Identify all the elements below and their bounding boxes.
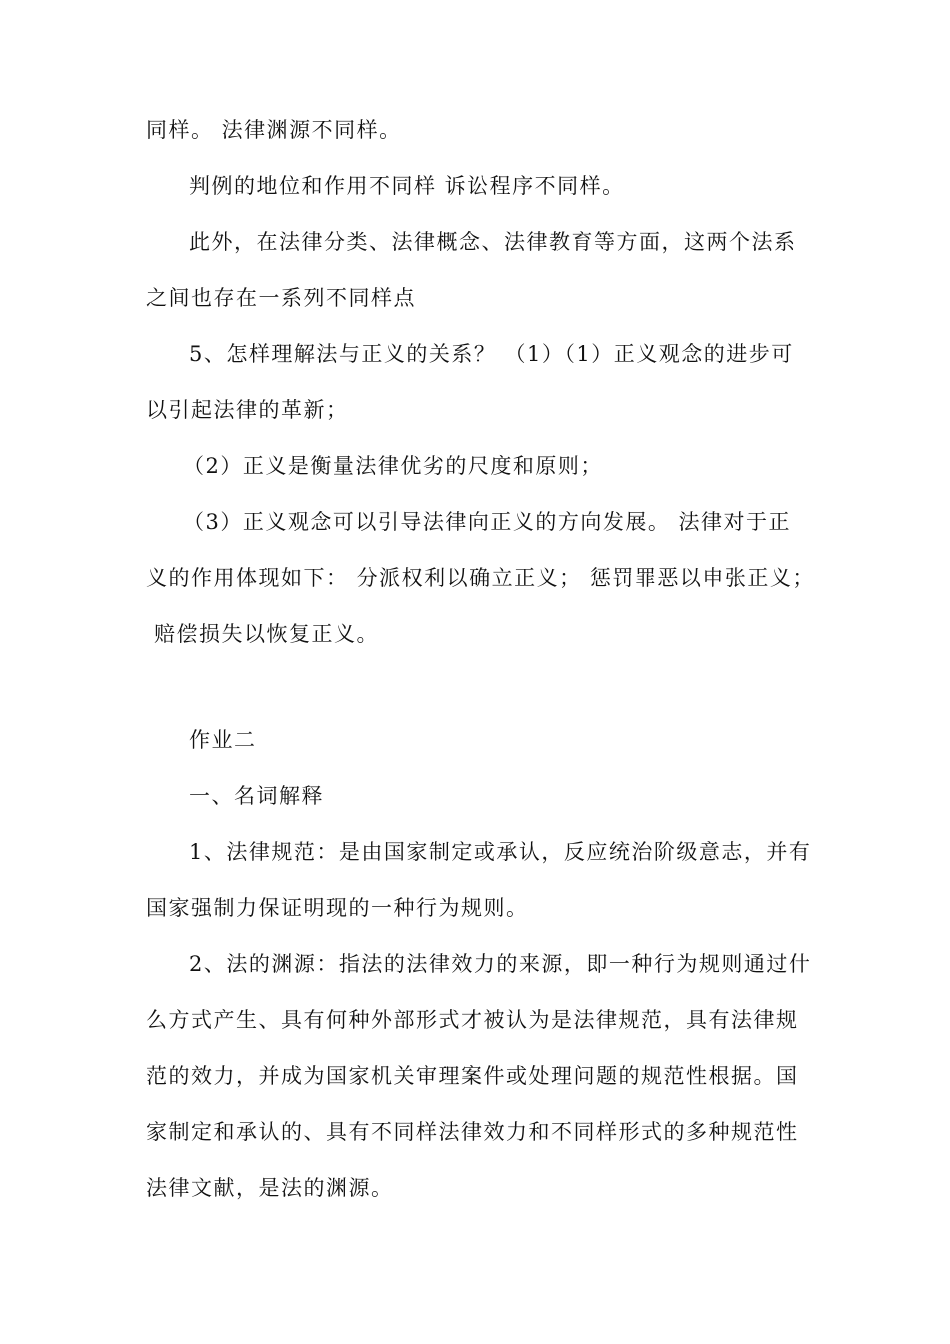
text-line-4: 之间也存在一系列不同样点 xyxy=(146,286,416,310)
text-line-14: 国家强制力保证明现的一种行为规则。 xyxy=(146,896,529,920)
text-line-1: 同样。 法律渊源不同样。 xyxy=(146,118,402,142)
section-heading: 作业二 xyxy=(189,728,257,752)
text-line-5: 5、怎样理解法与正义的关系？ （1）（1）正义观念的进步可 xyxy=(189,342,794,366)
text-line-13: 1、法律规范：是由国家制定或承认，反应统治阶级意志，并有 xyxy=(189,840,812,864)
text-line-6: 以引起法律的革新； xyxy=(146,398,349,422)
subsection-heading: 一、名词解释 xyxy=(189,784,324,808)
text-line-17: 范的效力，并成为国家机关审理案件或处理问题的规范性根据。国 xyxy=(146,1064,799,1088)
text-line-16: 么方式产生、具有何种外部形式才被认为是法律规范，具有法律规 xyxy=(146,1008,799,1032)
text-line-7: （2）正义是衡量法律优劣的尺度和原则； xyxy=(183,454,603,478)
text-line-19: 法律文献，是法的渊源。 xyxy=(146,1176,394,1200)
text-line-2: 判例的地位和作用不同样 诉讼程序不同样。 xyxy=(189,174,625,198)
text-line-15: 2、法的渊源：指法的法律效力的来源，即一种行为规则通过什 xyxy=(189,952,812,976)
text-line-8: （3）正义观念可以引导法律向正义的方向发展。 法律对于正 xyxy=(183,510,792,534)
text-line-10: 赔偿损失以恢复正义。 xyxy=(154,622,379,646)
text-line-9: 义的作用体现如下： 分派权利以确立正义； 惩罚罪恶以申张正义； xyxy=(146,566,815,590)
text-line-18: 家制定和承认的、具有不同样法律效力和不同样形式的多种规范性 xyxy=(146,1120,799,1144)
text-line-3: 此外，在法律分类、法律概念、法律教育等方面，这两个法系 xyxy=(189,230,797,254)
